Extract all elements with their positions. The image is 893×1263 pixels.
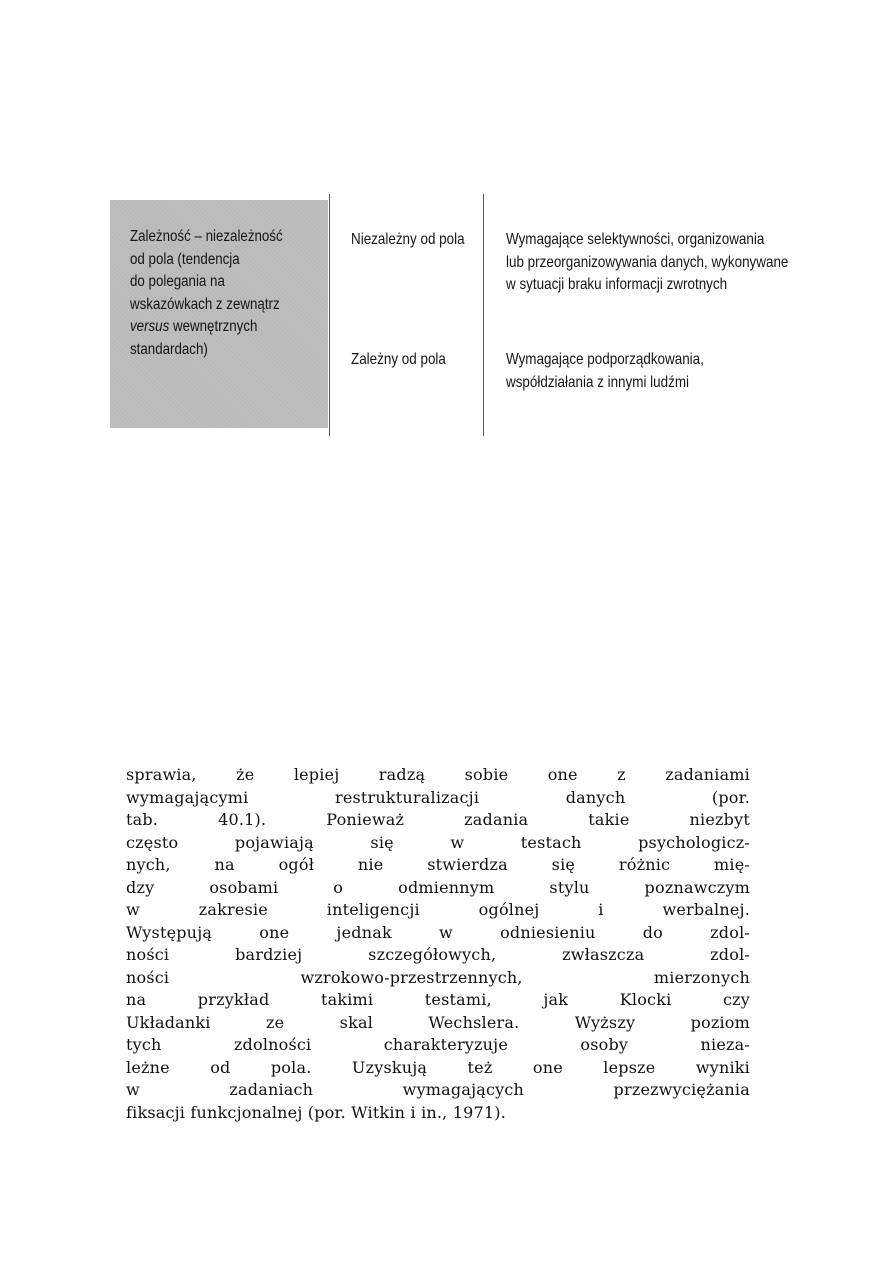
category-line: do polegania na: [130, 273, 225, 291]
paragraph-line: Występują one jednak w odniesieniu do zdol-: [126, 922, 750, 942]
category-line: standardach): [130, 340, 208, 358]
category-line: od pola (tendencja: [130, 250, 240, 268]
paragraph-line: wymagającymi restrukturalizacji danych (por.: [126, 787, 750, 807]
versus-rest: wewnętrznych: [169, 318, 258, 336]
category-line: Zależność – niezależność: [130, 228, 283, 245]
paragraph-line: w zakresie inteligencji ogólnej i werbalnej.: [126, 900, 750, 919]
paragraph-line: Układanki ze skal Wechslera. Wyższy poziom: [126, 1012, 750, 1032]
versus-italic: versus: [130, 318, 170, 336]
body-paragraph: [126, 764, 750, 1124]
paragraph-line: ności bardziej szczegółowych, zwłaszcza zdol-: [126, 945, 750, 964]
paragraph-line: tab. 40.1). Ponieważ zadania takie niezbyt: [126, 810, 750, 829]
task-line: w sytuacji braku informacji zwrotnych: [506, 276, 728, 293]
paragraph-line: ności wzrokowo-przestrzennych, mierzonych: [126, 967, 750, 987]
category-text: [130, 226, 319, 362]
task-line: współdziałania z innymi ludźmi: [506, 373, 690, 391]
task-line: lub przeorganizowywania danych, wykonywane: [506, 253, 789, 271]
paragraph-line: często pojawiają się w testach psychologicz-: [126, 832, 750, 852]
paragraph-line: leżne od pola. Uzyskują też one lepsze wyniki: [126, 1057, 750, 1077]
paragraph-line: sprawia, że lepiej radzą sobie one z zadaniami: [126, 765, 750, 784]
category-cell: [110, 200, 328, 428]
tasks-field-independent: [506, 229, 788, 297]
style-field-independent: Niezależny od pola: [351, 231, 465, 248]
paragraph-line: fiksacji funkcjonalnej (por. Witkin i in., 1971).: [126, 1102, 506, 1122]
paragraph-line: w zadaniach wymagających przezwyciężania: [126, 1080, 750, 1099]
column-divider: [329, 194, 330, 436]
column-divider: [483, 194, 484, 436]
tasks-field-dependent: [506, 349, 704, 394]
paragraph-line: na przykład takimi testami, jak Klocki czy: [126, 990, 750, 1009]
paragraph-line: tych zdolności charakteryzuje osoby nieza-: [126, 1035, 750, 1054]
task-line: Wymagające podporządkowania,: [506, 351, 704, 368]
cognitive-style-table: [110, 200, 788, 436]
paragraph-line: nych, na ogół nie stwierdza się różnic mię-: [126, 855, 750, 874]
style-field-dependent: Zależny od pola: [351, 351, 446, 368]
category-line-versus: [130, 316, 319, 339]
task-line: Wymagające selektywności, organizowania: [506, 231, 765, 248]
category-line: wskazówkach z zewnątrz: [130, 295, 280, 313]
paragraph-line: dzy osobami o odmiennym stylu poznawczym: [126, 877, 750, 897]
